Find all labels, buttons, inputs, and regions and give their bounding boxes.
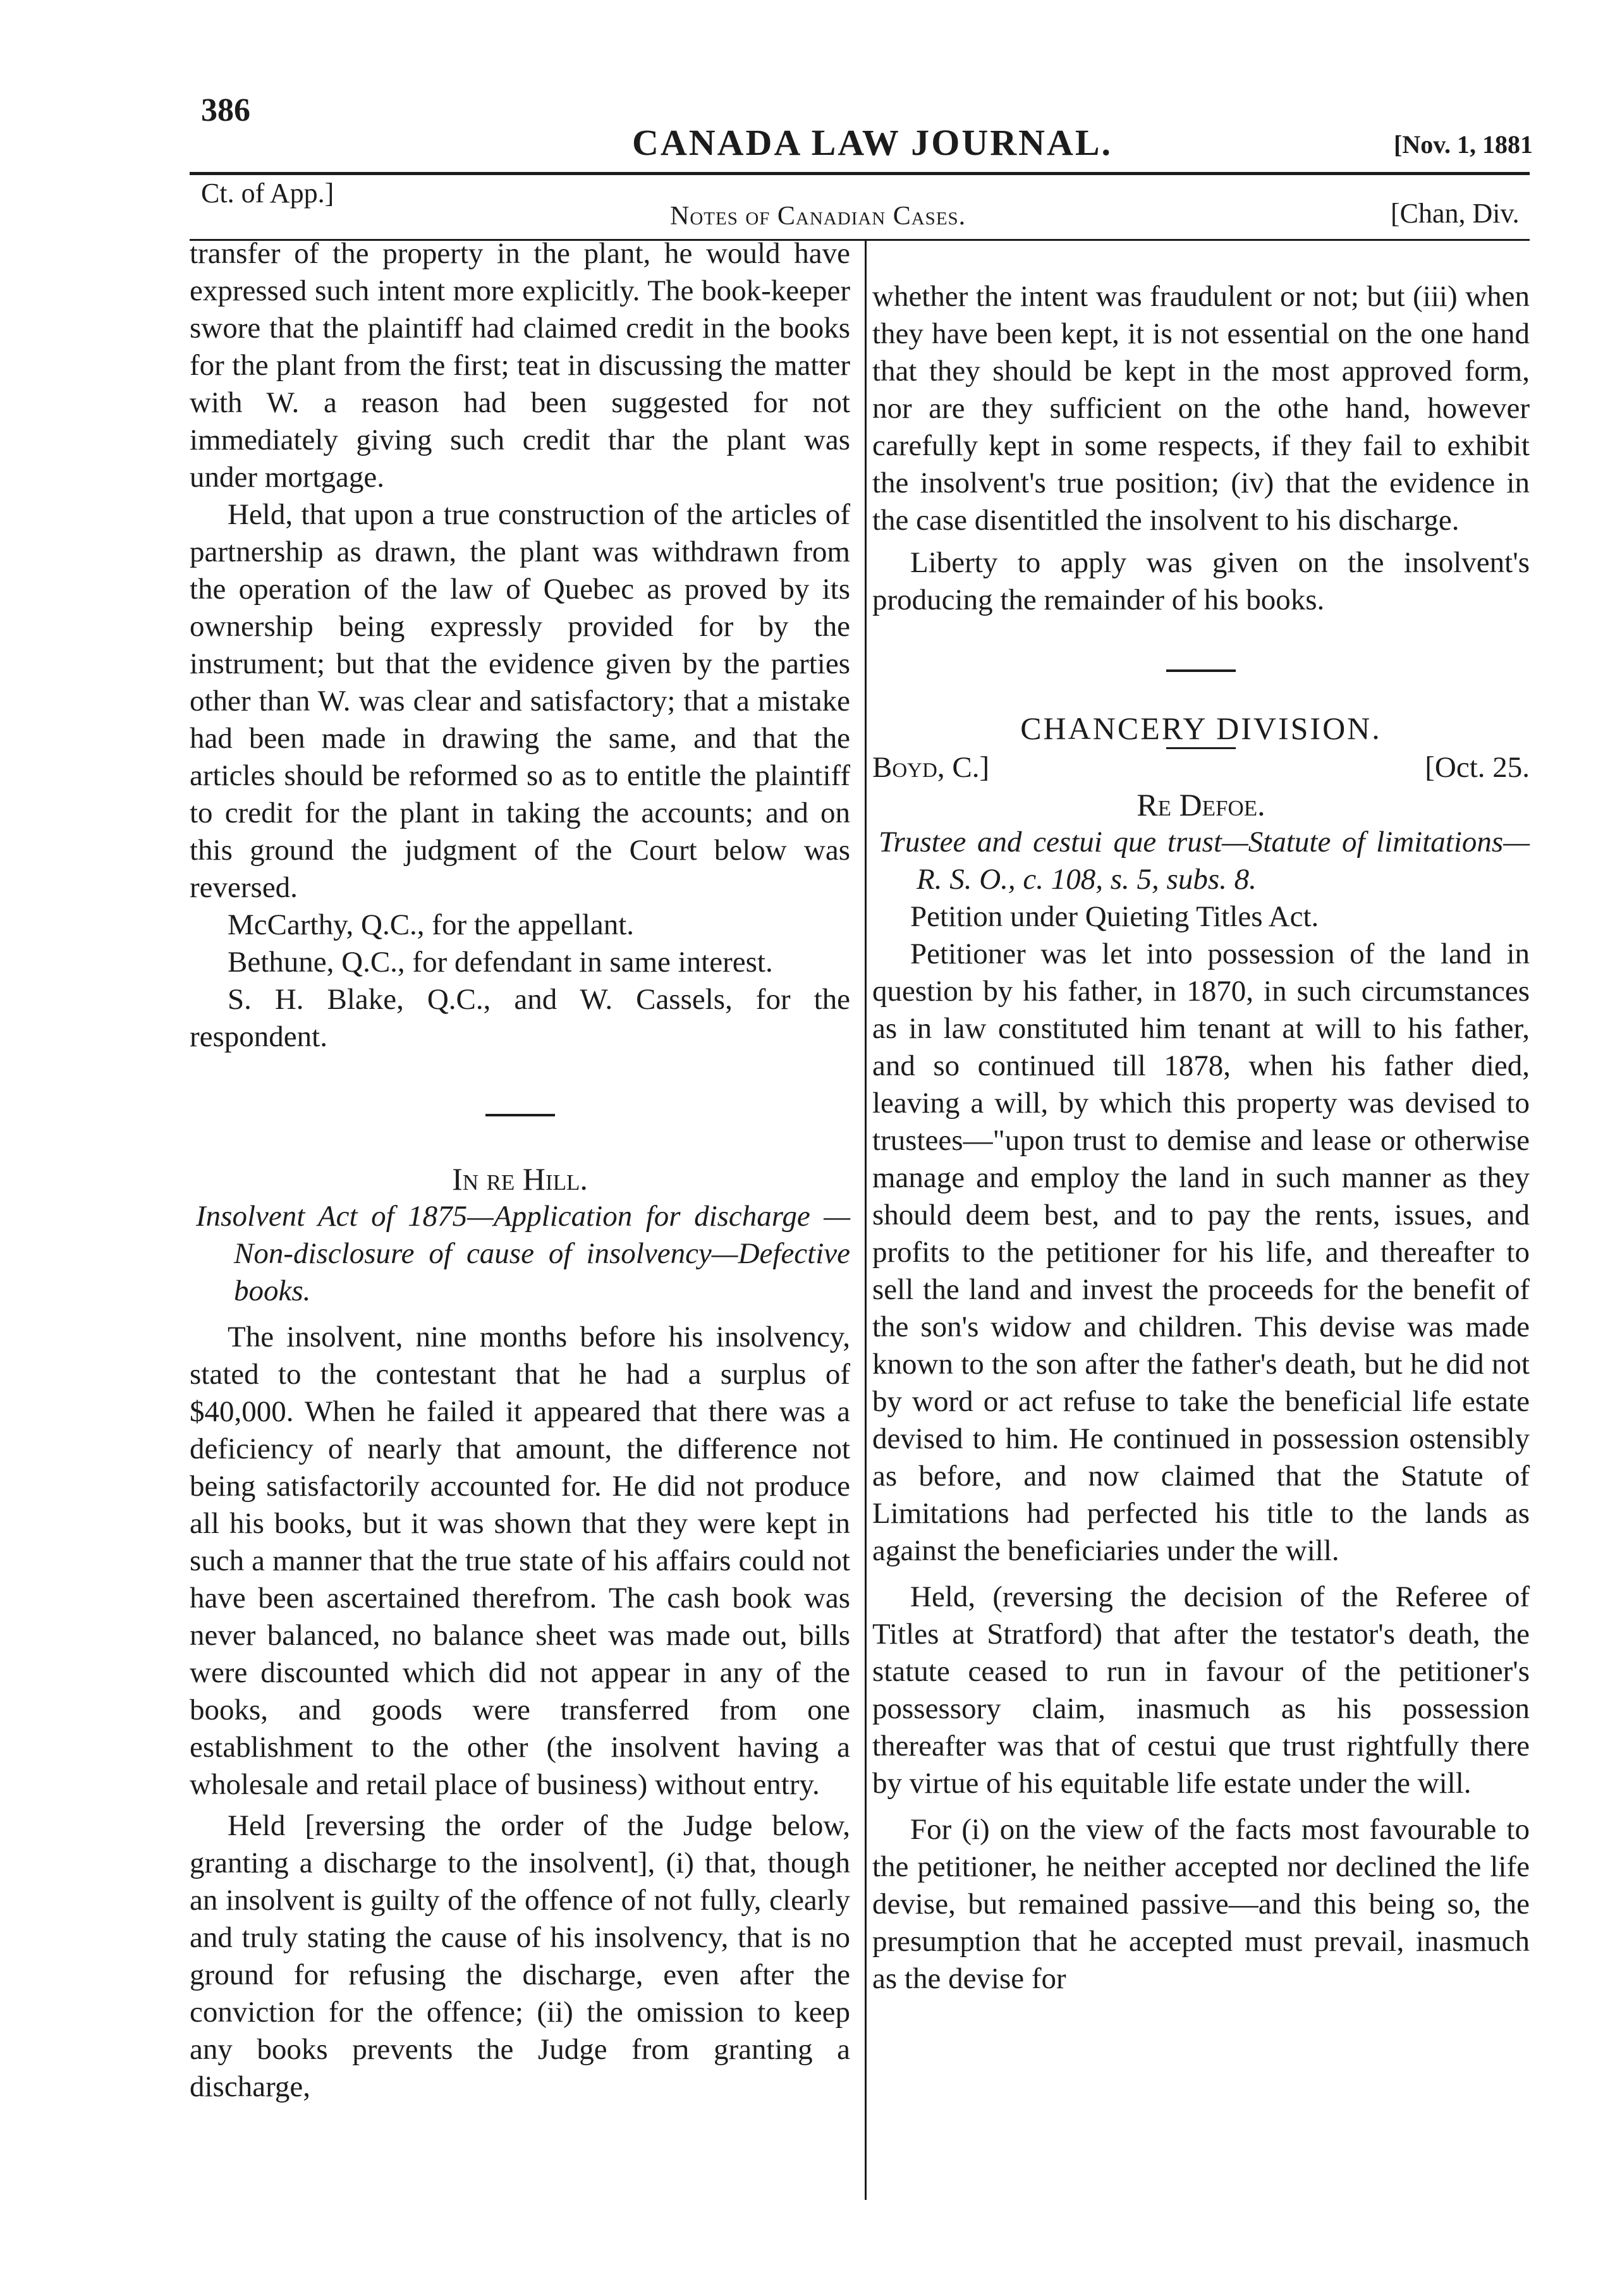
counsel-line: McCarthy, Q.C., for the appellant. xyxy=(228,908,635,941)
case-title: Re Defoe. xyxy=(1137,787,1265,822)
paragraph: Petition under Quieting Titles Act. xyxy=(910,900,1319,933)
column-divider xyxy=(865,240,867,2200)
division-heading: CHANCERY DIVISION. xyxy=(1020,711,1382,746)
section-title: Notes of Canadian Cases. xyxy=(670,202,966,231)
case-headnote: Insolvent Act of 1875—Application for discharge —Non-disclosure of cause of insolvency—Defective books. xyxy=(196,1200,850,1307)
judge-name: Boyd, C.] xyxy=(872,751,990,784)
paragraph: For (i) on the view of the facts most favourable to the petitioner, he neither accepted nor declined the life devise, but remained passive—and this being so, the presumption that he accepted must prevail, inasmuch as the devise for xyxy=(872,1813,1530,1995)
counsel-line: S. H. Blake, Q.C., and W. Cassels, for the respondent. xyxy=(190,983,850,1053)
case-headnote: Trustee and cestui que trust—Statute of limitations—R. S. O., c. 108, s. 5, subs. 8. xyxy=(879,826,1530,896)
case-date: [Oct. 25. xyxy=(1425,751,1530,784)
paragraph: Held, that upon a true construction of the articles of partnership as drawn, the plant was withdrawn from the operation of the law of Quebec as proved by its ownership being expressly provided for by the instrument; but that the evidence given by the parties other than W. was clear and satisfactory; that a mistake had been made in drawing the same, and that the articles should be reformed so as to entitle the plaintiff to credit for the plant in taking the accounts; and on this ground the judgment of the Court below was reversed. xyxy=(190,498,850,904)
paragraph: Held, (reversing the decision of the Referee of Titles at Stratford) that after the testator's death, the statute ceased to run in favour of the petitioner's possessory claim, inasmuch as his possession thereafter was that of cestui que trust rightfully there by virtue of his equitable life estate under the will. xyxy=(872,1580,1530,1800)
division-label: [Chan, Div. xyxy=(1391,198,1520,229)
left-column xyxy=(190,235,850,2106)
page-number: 386 xyxy=(201,92,250,128)
paragraph: The insolvent, nine months before his insolvency, stated to the contestant that he had a surplus of $40,000. When he failed it appeared that there was a deficiency of nearly that amount, the difference not being satisfactorily accounted for. He did not produce all his books, but it was shown that they were kept in such a manner that the true state of his affairs could not have been ascertained therefrom. The cash book was never balanced, no balance sheet was made out, bills were discounted which did not appear in any of the books, and goods were transferred from one establishment to the other (the insolvent having a wholesale and retail place of business) without entry. xyxy=(190,1321,850,1801)
right-column xyxy=(872,278,1530,1998)
paragraph: Held [reversing the order of the Judge below, granting a discharge to the insolvent], (i) that, though an insolvent is guilty of the offence of not fully, clearly and truly stating the cause of his insolvency, that is no ground for refusing the discharge, even after the conviction for the offence; (ii) the omission to keep any books prevents the Judge from granting a discharge, xyxy=(190,1809,850,2103)
court-label: Ct. of App.] xyxy=(201,178,334,209)
paragraph: whether the intent was fraudulent or not; but (iii) when they have been kept, it is not essential on the one hand that they should be kept in the most approved form, nor are they sufficient on the othe hand, however carefully kept in some respects, if they fail to exhibit the insolvent's true position; (iv) that the evidence in the case disentitled the insolvent to his discharge. xyxy=(872,280,1530,537)
header-rule xyxy=(190,172,1530,175)
paragraph: Petitioner was let into possession of the land in question by his father, in 1870, in such circumstances as in law constituted him tenant at will to his father, and so continued till 1878, when his father died, leaving a will, by which this property was devised to trustees—"upon trust to demise and lease or otherwise manage and employ the land in such manner as they should deem best, and to pay the rents, issues, and profits to the petitioner for his life, and thereafter to sell the land and invest the proceeds for the benefit of the son's widow and children. This devise was made known to the son after the father's death, but he did not by word or act refuse to take the beneficial life estate devised to him. He continued in possession ostensibly as before, and now claimed that the Statute of Limitations had perfected his title to the lands as against the beneficiaries under the will. xyxy=(872,937,1530,1567)
counsel-line: Bethune, Q.C., for defendant in same interest. xyxy=(228,946,773,979)
judge-row xyxy=(872,749,1530,786)
paragraph: Liberty to apply was given on the insolvent's producing the remainder of his books. xyxy=(872,546,1530,616)
case-title: In re Hill. xyxy=(452,1161,588,1197)
journal-title: CANADA LAW JOURNAL. xyxy=(632,122,1113,163)
issue-date: [Nov. 1, 1881 xyxy=(1394,130,1533,159)
paragraph: transfer of the property in the plant, he would have expressed such intent more explicitly. The book-keeper swore that the plaintiff had claimed credit in the books for the plant from the first; teat in discussing the matter with W. a reason had been suggested for not immediately giving such credit thar the plant was under mortgage. xyxy=(190,237,850,494)
